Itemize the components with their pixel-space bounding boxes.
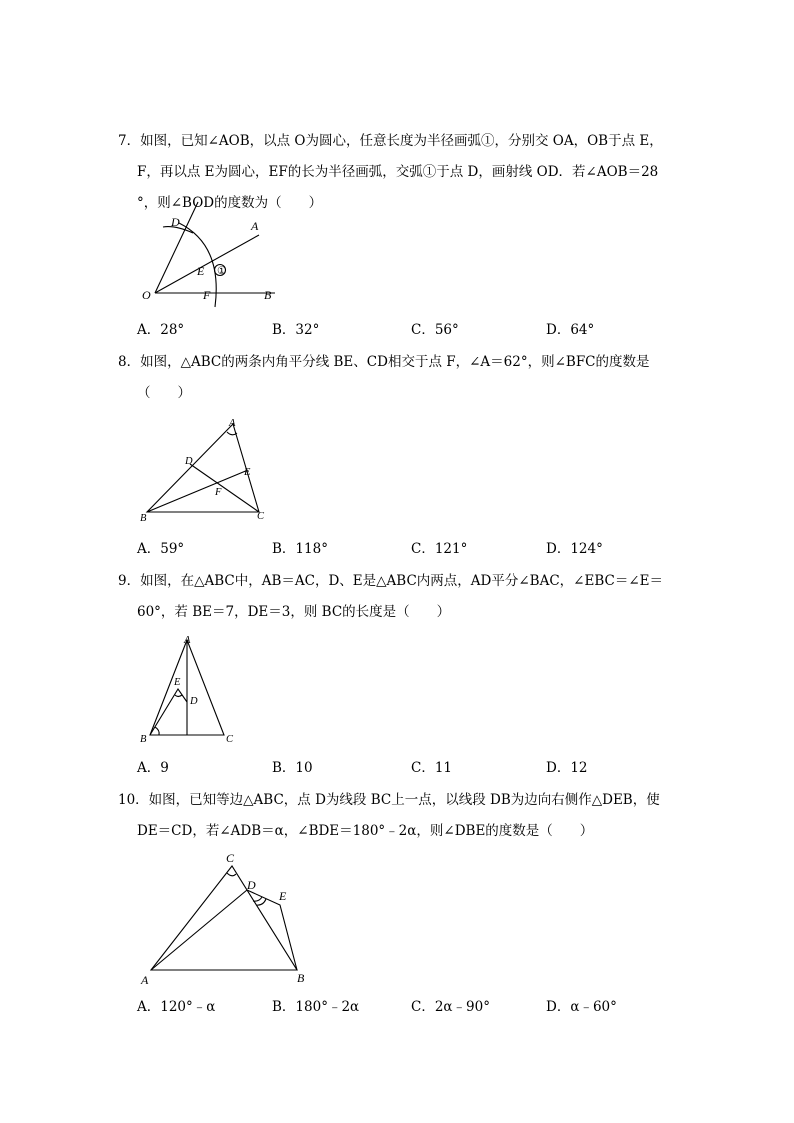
q10-angle-mark-d bbox=[253, 897, 262, 901]
q7-label-d: D bbox=[171, 215, 180, 229]
q7-label-b: B bbox=[264, 288, 272, 302]
q10-triangle-abc bbox=[151, 866, 297, 970]
q7-label-f: F bbox=[203, 288, 211, 302]
q7-option-b[interactable]: B．32° bbox=[272, 322, 320, 338]
q9-label-b: B bbox=[140, 734, 147, 745]
q10-option-a[interactable]: A．120°﹣α bbox=[137, 999, 216, 1015]
q9-angle-mark-b bbox=[155, 727, 159, 735]
q7-label-arc: ① bbox=[217, 266, 227, 277]
q9-option-b[interactable]: B．10 bbox=[272, 760, 313, 776]
q9-label-c: C bbox=[226, 734, 234, 745]
q8-label-f: F bbox=[215, 487, 222, 498]
q7-option-d[interactable]: D．64° bbox=[546, 322, 595, 338]
q8-label-c: C bbox=[257, 511, 265, 522]
q7-label-e: E bbox=[197, 264, 205, 278]
q7-figure bbox=[135, 195, 285, 310]
q10-option-c[interactable]: C．2α﹣90° bbox=[411, 999, 490, 1015]
q9-figure bbox=[135, 632, 245, 747]
q8-stem-line-2: （ ） bbox=[137, 385, 191, 401]
q9-label-a: A bbox=[184, 635, 191, 646]
q7-label-a: A bbox=[251, 219, 259, 233]
q8-figure bbox=[135, 412, 275, 527]
q8-label-a: A bbox=[229, 418, 236, 429]
q10-angle-mark-d2 bbox=[256, 899, 266, 905]
q7-option-c[interactable]: C．56° bbox=[411, 322, 459, 338]
q8-option-b[interactable]: B．118° bbox=[272, 541, 328, 557]
q9-stem-line-2: 60°，若 BE＝7，DE＝3，则 BC的长度是（ ） bbox=[137, 604, 451, 620]
q10-angle-mark-c bbox=[227, 873, 236, 876]
q10-stem-line-2: DE＝CD，若∠ADB＝α，∠BDE＝180°﹣2α，则∠DBE的度数是（ ） bbox=[137, 823, 594, 839]
q8-label-d: D bbox=[185, 456, 193, 467]
q10-label-e: E bbox=[279, 889, 287, 903]
q7-option-a[interactable]: A．28° bbox=[137, 322, 185, 338]
q10-label-b: B bbox=[297, 971, 305, 985]
q9-angle-mark-e bbox=[175, 695, 182, 697]
q9-option-c[interactable]: C．11 bbox=[411, 760, 453, 776]
q7-label-o: O bbox=[142, 288, 151, 302]
q7-stem-line-2: F，再以点 E为圆心，EF的长为半径画弧，交弧①于点 D，画射线 OD．若∠AOB＝28 bbox=[137, 164, 659, 180]
q8-option-a[interactable]: A．59° bbox=[137, 541, 185, 557]
q8-option-c[interactable]: C．121° bbox=[411, 541, 468, 557]
q9-option-d[interactable]: D．12 bbox=[546, 760, 588, 776]
q7-stem-line-1: 7．如图，已知∠AOB，以点 O为圆心，任意长度为半径画弧①，分别交 OA，OB于点 E， bbox=[118, 133, 663, 149]
q7-stem-line-3: °，则∠BOD的度数为（ ） bbox=[137, 195, 323, 211]
q10-stem-line-1: 10．如图，已知等边△ABC，点 D为线段 BC上一点，以线段 DB为边向右侧作△DEB，使 bbox=[118, 792, 660, 808]
q8-triangle-abc bbox=[147, 424, 259, 512]
q10-option-b[interactable]: B．180°﹣2α bbox=[272, 999, 360, 1015]
q10-label-c: C bbox=[226, 851, 235, 865]
q8-bisector-be bbox=[147, 470, 248, 512]
q8-label-b: B bbox=[140, 513, 147, 524]
q8-label-e: E bbox=[244, 467, 251, 478]
q9-label-e: E bbox=[174, 677, 181, 688]
q9-stem-line-1: 9．如图，在△ABC中，AB＝AC，D、E是△ABC内两点，AD平分∠BAC，∠EBC＝∠E＝ bbox=[118, 573, 663, 589]
q9-option-a[interactable]: A．9 bbox=[137, 760, 169, 776]
q10-segment-ad bbox=[151, 890, 247, 970]
q7-ray-oa bbox=[155, 235, 259, 293]
q10-option-d[interactable]: D．α﹣60° bbox=[546, 999, 617, 1015]
q10-label-a: A bbox=[141, 973, 149, 987]
q10-label-d: D bbox=[247, 878, 256, 892]
q9-label-d: D bbox=[190, 696, 198, 707]
q8-stem-line-1: 8．如图，△ABC的两条内角平分线 BE、CD相交于点 F，∠A＝62°，则∠BFC的度数是 bbox=[118, 354, 650, 370]
q10-figure bbox=[135, 848, 320, 988]
q8-option-d[interactable]: D．124° bbox=[546, 541, 603, 557]
